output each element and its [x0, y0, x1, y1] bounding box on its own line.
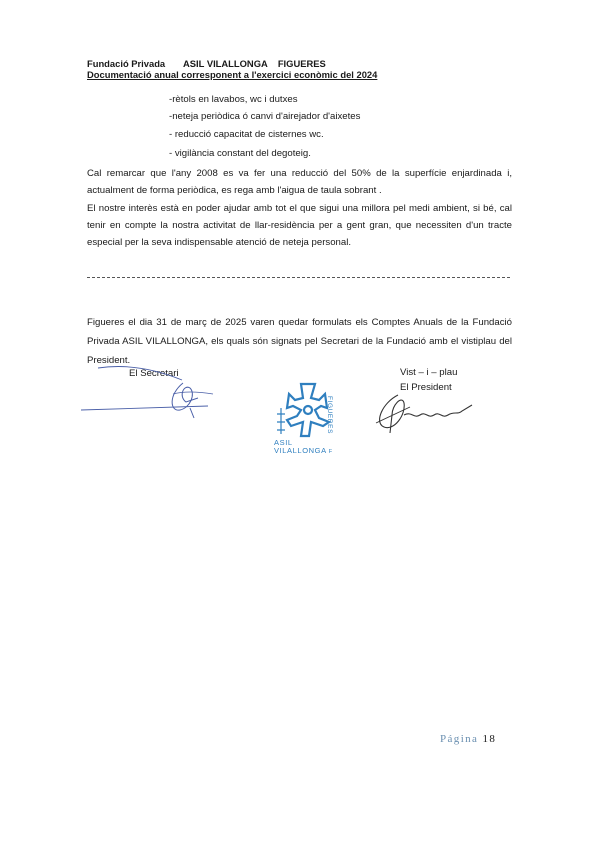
paragraph-closing: Figueres el dia 31 de març de 2025 varen quedar formulats els Comptes Anuals de la Fundació Privada ASIL VILALLONGA, els quals són signats pel Secretari de la Fundació amb el vistiplau del President.	[87, 317, 512, 366]
asil-vilallonga-logo	[271, 378, 347, 462]
cross-emblem-icon	[271, 378, 347, 440]
approval-label: Vist – i – plau	[400, 367, 458, 378]
paragraph-garden: Cal remarcar que l'any 2008 es va fer una reducció del 50% de la superfície enjardinada i, actualment de forma periòdica, es rega amb l'aigua de taula sobrant .	[87, 168, 512, 196]
logo-text-line2: VILALLONGA	[274, 446, 327, 455]
header-document-title: Documentació anual corresponent a l'exercici econòmic del 2024	[87, 69, 378, 80]
page-footer	[440, 733, 496, 745]
paragraph-environment: El nostre interès està en poder ajudar amb tot el que sigui una millora pel medi ambient, si bé, cal tenir en compte la nostra activitat de llar-residència per a gent gran, que necessiten d'un tracte especial per la seva indispensable atenció de neteja personal.	[87, 203, 512, 248]
list-item: -neteja periòdica ó canvi d'airejador d'aixetes	[169, 111, 361, 122]
list-item: - vigilància constant del degoteig.	[169, 148, 311, 159]
list-item: -rètols en lavabos, wc i dutxes	[169, 94, 298, 105]
logo-side-text: FIGUERES	[326, 396, 333, 435]
page-word: Página	[440, 733, 479, 745]
list-item: - reducció capacitat de cisternes wc.	[169, 129, 324, 140]
logo-text-line1: ASIL	[274, 438, 293, 447]
president-signature	[370, 385, 490, 440]
divider	[87, 277, 510, 278]
president-label: El President	[400, 382, 452, 393]
header-organization: Fundació Privada ASIL VILALLONGA FIGUERES	[87, 58, 326, 69]
page-number: 18	[482, 733, 497, 745]
secretary-signature	[78, 350, 228, 420]
secretary-label: El Secretari	[129, 368, 179, 379]
logo-suffix: F	[328, 449, 333, 455]
